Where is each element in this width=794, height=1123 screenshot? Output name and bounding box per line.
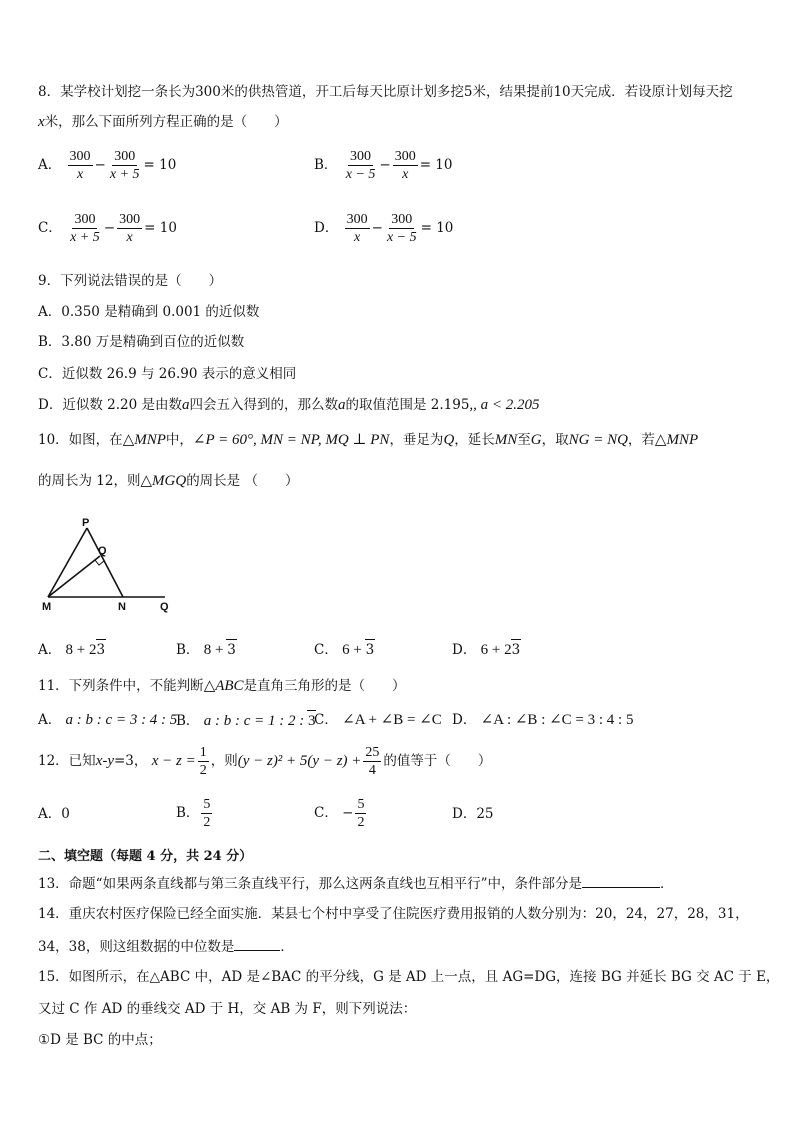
q11-option-d: D． ∠A : ∠B : ∠C = 3 : 4 : 5 — [452, 712, 634, 728]
q15-line1: 15．如图所示，在△ABC 中，AD 是∠BAC 的平分线，G 是 AD 上一点，且 AG=DG，连接 BG 并延长 BG 交 AC 于 E， — [38, 969, 780, 985]
var-x: x — [38, 114, 45, 130]
q11-option-c: C． ∠A + ∠B = ∠C — [314, 712, 442, 728]
q10-option-b: B． 8 + 3 — [176, 639, 237, 660]
q12-option-b: B． $\frac{5}{2}$ — [176, 797, 211, 830]
q14-line2: 34，38，则这组数据的中位数是 ． — [38, 936, 294, 957]
q8-option-c: C． $\frac{300}{x + 5}$ − $\frac{300}{x}$ = 10 — [38, 212, 177, 245]
q8-option-d: D． $\frac{300}{x}$ − $\frac{300}{x - 5}$ = 10 — [314, 212, 454, 245]
q10-triangle-figure — [40, 518, 180, 613]
q11-option-b: B． a : b : c = 1 : 2 : 3 — [176, 710, 316, 731]
label-n: N — [118, 601, 126, 613]
q8-option-b: B． $\frac{300}{x - 5}$ − $\frac{300}{x}$ = 10 — [314, 149, 453, 182]
section-heading: 二、填空题（每题 4 分，共 24 分） — [38, 849, 253, 864]
q9-option-c: C．近似数 26.9 与 26.90 表示的意义相同 — [38, 366, 297, 382]
fraction: $\frac{300}{x + 5}$ — [109, 149, 140, 182]
q12-option-c: C． − $\frac{5}{2}$ — [314, 797, 365, 830]
label-p: P — [82, 518, 90, 529]
q9-stem: 9．下列说法错误的是（ ） — [38, 273, 223, 289]
fraction: $\frac{300}{x}$ — [394, 149, 416, 182]
q10-line2: 的周长为 12，则△MGQ的周长是 （ ） — [38, 473, 299, 489]
fraction: $\frac{300}{x}$ — [346, 212, 368, 245]
var-a: a — [337, 397, 346, 413]
q8-line2 — [38, 112, 288, 132]
q8-line2-text: 米，那么下面所列方程正确的是（ ） — [44, 114, 288, 130]
q9-option-d: D．近似数 2.20 是由数a四会五入得到的，那么数a的取值范围是 2.195,, a < 2.205 — [38, 397, 540, 413]
q12-stem: 12．已知x-y=3， x − z = $\frac{1}{2}$ ，则(y − z)² + 5(y − z) + $\frac{25}{4}$ 的值等于（ ） — [38, 745, 492, 778]
segment-mq-perp — [48, 556, 100, 597]
option-label: A． — [38, 157, 62, 173]
segment-mp — [48, 528, 87, 597]
var-a: a — [181, 397, 190, 413]
q11-stem: 11．下列条件中，不能判断△ABC是直角三角形的是（ ） — [38, 678, 406, 694]
fraction: $\frac{300}{x}$ — [119, 212, 141, 245]
q10-option-d: D． 6 + 23 — [452, 639, 521, 660]
q8-option-a: A． $\frac{300}{x}$ − $\frac{300}{x + 5}$ = 10 — [38, 149, 177, 182]
range-tail: ,, a < 2.205 — [469, 397, 540, 413]
q15-item1: ①D 是 BC 的中点； — [38, 1032, 162, 1048]
q14-line1: 14．重庆农村医疗保险已经全面实施．某县七个村中享受了住院医疗费用报销的人数分别为：20，24，27，28，31， — [38, 906, 749, 922]
answer-blank — [582, 873, 660, 888]
q12-option-d: D．25 — [452, 806, 494, 822]
q15-line2: 又过 C 作 AD 的垂线交 AD 于 H，交 AB 为 F，则下列说法： — [38, 1001, 417, 1017]
answer-blank — [234, 936, 280, 951]
fraction: $\frac{300}{x + 5}$ — [70, 212, 100, 245]
q10-option-a: A． 8 + 23 — [38, 639, 106, 660]
fraction: $\frac{300}{x - 5}$ — [386, 212, 417, 245]
label-m: M — [42, 601, 52, 613]
fraction: $\frac{300}{x}$ — [69, 149, 91, 182]
label-q2: Q — [160, 601, 169, 613]
label-q: Q — [98, 545, 107, 557]
option-label: C． — [38, 220, 62, 236]
q11-option-a: A． a : b : c = 3 : 4 : 5 — [38, 712, 178, 728]
q8-line1: 8．某学校计划挖一条长为300米的供热管道，开工后每天比原计划多挖5米，结果提前10天完成．若设原计划每天挖 — [38, 84, 733, 100]
q10-line1: 10．如图，在△MNP中，∠P = 60°, MN = NP, MQ ⊥ PN，垂足为Q，延长MN至G，取NG = NQ，若△MNP — [38, 432, 699, 448]
q9-option-b: B．3.80 万是精确到百位的近似数 — [38, 334, 245, 350]
option-label: B． — [314, 157, 338, 173]
q10-option-c: C． 6 + 3 — [314, 639, 375, 660]
fraction: $\frac{300}{x - 5}$ — [345, 149, 376, 182]
q13: 13．命题“如果两条直线都与第三条直线平行，那么这两条直线也互相平行”中，条件部分是 ． — [38, 873, 673, 894]
option-label: D． — [314, 220, 339, 236]
right-angle-mark — [95, 560, 104, 565]
q12-option-a: A．0 — [38, 806, 70, 822]
q9-option-a: A．0.350 是精确到 0.001 的近似数 — [38, 304, 260, 320]
